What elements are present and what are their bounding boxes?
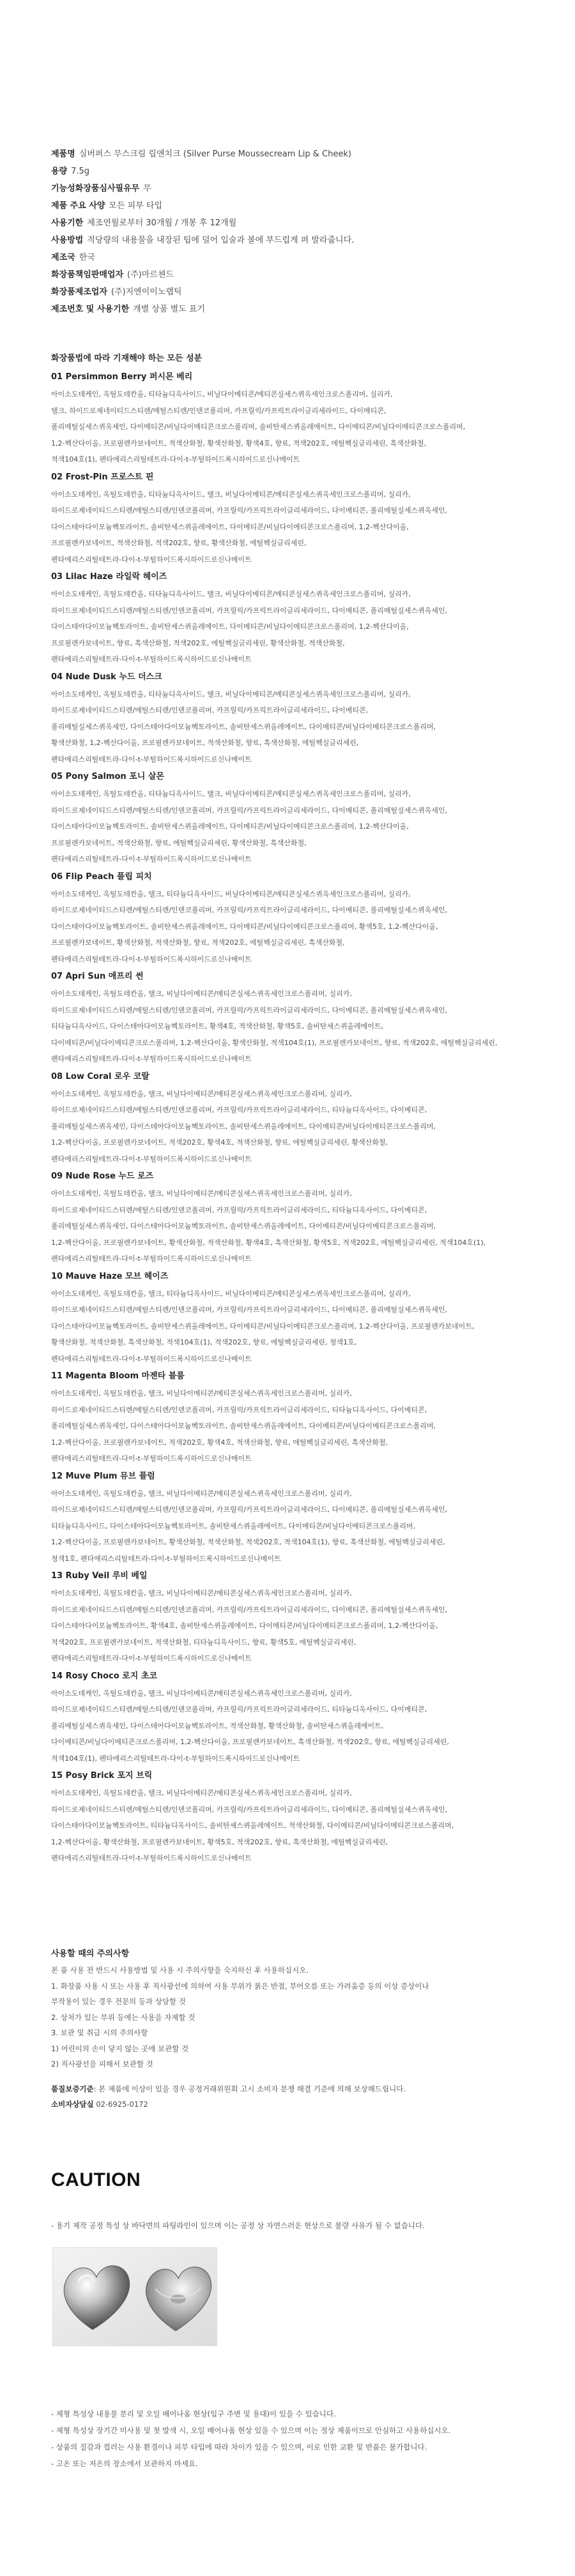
shade-block xyxy=(51,1067,537,1168)
shade-list xyxy=(51,368,537,1867)
info-row-country xyxy=(51,249,537,266)
consumer-phone: 02-6925-0172 xyxy=(96,2100,148,2109)
shade-name: 07 Apri Sun 애프리 썬 xyxy=(51,972,144,981)
ingredient-line: 폴리메틸실세스퀴옥세인, 다이스테아다이모늄헥토라이트, 솔비탄세스퀴올레에이트, 다이메티콘/비닐다이메티콘크로스폴리머, xyxy=(51,722,436,731)
ingredient-line: 아이소도데케인, 옥틸도데칸올, 탤크, 비닐다이메티콘/메티콘실세스퀴옥세인크로스폴리머, 실리카, xyxy=(51,1089,352,1098)
info-row-expiry xyxy=(51,215,537,232)
shade-name: 13 Ruby Veil 루비 베일 xyxy=(51,1571,148,1581)
shade-name: 12 Muve Plum 뮤브 플럼 xyxy=(51,1471,155,1481)
shade-block xyxy=(51,967,537,1067)
caution-line: 2. 상처가 있는 부위 등에는 사용을 자제할 것 xyxy=(51,2012,195,2022)
caution-note: - 제형 특성상 내용물 분리 및 오일 배어나옴 현상(입구 주변 및 용대)이 있을 수 있습니다. xyxy=(51,2409,336,2418)
shade-block xyxy=(51,1766,537,1867)
info-value: 개별 상품 별도 표기 xyxy=(133,305,205,314)
info-value: (주)지엔이이노랩틱 xyxy=(111,287,182,297)
shade-block xyxy=(51,1567,537,1667)
ingredient-line: 아이소도데케인, 옥틸도데칸올, 티타늄디옥사이드, 탤크, 비닐다이메티콘/메티콘실세스퀴옥세인크로스폴리머, 실리카, xyxy=(51,689,411,698)
shade-name: 09 Nude Rose 누드 로즈 xyxy=(51,1171,154,1181)
ingredient-line: 하이드로제네이티드스티렌/메틸스티렌/인덴코폴리머, 카프릴릭/카프릭트라이글리세라이드, 다이메티콘, 폴리메틸실세스퀴옥세인, xyxy=(51,1805,448,1814)
ingredient-line: 다이스테아다이모늄헥토라이트, 황색4호, 솔비탄세스퀴올레에이트, 다이메티콘/비닐다이메티콘크로스폴리머, 1,2-헥산다이올, xyxy=(51,1622,438,1630)
ingredient-line: 다이스테아다이모늄헥토라이트, 솔비탄세스퀴올레에이트, 다이메티콘/비닐다이메티콘크로스폴리머, 1,2-헥산다이올, xyxy=(51,522,409,531)
info-value: 모든 피부 타입 xyxy=(109,201,163,211)
shade-name: 10 Mauve Haze 모브 헤이즈 xyxy=(51,1271,169,1281)
quality-guarantee xyxy=(51,2081,537,2097)
ingredient-line: 하이드로제네이티드스티렌/메틸스티렌/인덴코폴리머, 카프릴릭/카프릭트라이글리세라이드, 다이메티콘, 폴리메틸실세스퀴옥세인, xyxy=(51,1006,448,1014)
heart-compact-image xyxy=(53,2248,217,2346)
ingredient-line: 하이드로제네이티드스티렌/메틸스티렌/인덴코폴리머, 카프릴릭/카프릭트라이글리세라이드, 티타늄디옥사이드, 다이메티콘, xyxy=(51,1705,427,1714)
ingredient-line: 펜타에리스리틸테트라-다이-t-부틸하이드록시하이드로신나메이트 xyxy=(51,1254,252,1263)
caution-line: 3. 보관 및 취급 시의 주의사항 xyxy=(51,2028,148,2037)
caution-note: - 상품의 질감과 컬러는 사용 환경이나 피부 타입에 따라 차이가 있을 수 있으며, 이로 인한 교환 및 반품은 불가합니다. xyxy=(51,2443,427,2452)
ingredient-line: 하이드로제네이티드스티렌/메틸스티렌/인덴코폴리머, 카프릴릭/카프릭트라이글리세라이드, 티타늄디옥사이드, 다이메티콘, xyxy=(51,1106,427,1114)
caution-intro: - 용기 제작 공정 특성 상 바닥면의 파팅라인이 있으며 이는 공정 상 자연스러운 현상으로 불량 사유가 될 수 없습니다. xyxy=(51,2221,425,2230)
ingredient-line: 청색1호, 펜타에리스리틸테트라-다이-t-부틸하이드록시하이드로신나메이트 xyxy=(51,1554,281,1563)
info-value: 한국 xyxy=(79,253,95,262)
ingredient-line: 아이소도데케인, 옥틸도데칸올, 탤크, 비닐다이메티콘/메티콘실세스퀴옥세인크로스폴리머, 실리카, xyxy=(51,1589,352,1597)
ingredient-line: 하이드로제네이티드스티렌/메틸스티렌/인덴코폴리머, 카프릴릭/카프릭트라이글리세라이드, 다이메티콘, 폴리메틸실세스퀴옥세인, xyxy=(51,906,448,914)
shade-block xyxy=(51,368,537,468)
shade-block xyxy=(51,868,537,968)
info-key: 기능성화장품심사필유무 xyxy=(51,184,140,193)
ingredient-line: 펜타에리스리틸테트라-다이-t-부틸하이드록시하이드로신나메이트 xyxy=(51,1055,252,1063)
ingredient-line: 아이소도데케인, 옥틸도데칸올, 티타늄디옥사이드, 비닐다이메티콘/메티콘실세스퀴옥세인크로스폴리머, 실리카, xyxy=(51,390,393,398)
info-key: 사용기한 xyxy=(51,218,84,228)
ingredient-line: 하이드로제네이티드스티렌/메틸스티렌/인덴코폴리머, 카프릴릭/카프릭트라이글리세라이드, 다이메티콘, 폴리메틸실세스퀴옥세인, xyxy=(51,806,448,815)
info-value: 실버퍼스 무스크림 립앤치크 (Silver Purse Moussecream Lip & Cheek) xyxy=(79,149,351,159)
shade-name: 06 Flip Peach 플립 피치 xyxy=(51,871,152,882)
ingredient-line: 1,2-헥산다이올, 프로필렌카보네이트, 황색산화철, 적색산화철, 적색202호, 적색104호(1), 향료, 흑색산화철, 에틸헥실글리세린, xyxy=(51,1538,445,1546)
caution-heading: CAUTION xyxy=(51,2169,141,2190)
ingredient-line: 다이스테아다이모늄헥토라이트, 솔비탄세스퀴올레에이트, 다이메티콘/비닐다이메티콘크로스폴리머, 황색5호, 1,2-헥산다이올, xyxy=(51,922,438,931)
ingredient-line: 하이드로제네이티드스티렌/메틸스티렌/인덴코폴리머, 카프릴릭/카프릭트라이글리세라이드, 다이메티콘, 폴리메틸실세스퀴옥세인, xyxy=(51,1605,448,1614)
ingredient-line: 프로필렌카보네이트, 향료, 흑색산화철, 적색202호, 에틸헥실글리세린, 황색산화철, 적색산화철, xyxy=(51,638,345,647)
caution-note: - 고온 또는 저온의 장소에서 보관하지 마세요. xyxy=(51,2459,198,2468)
shade-name: 11 Magenta Bloom 마젠타 블룸 xyxy=(51,1371,185,1381)
info-value: (주)마르첸드 xyxy=(127,270,174,280)
ingredient-line: 프로필렌카보네이트, 적색산화철, 적색202호, 향료, 황색산화철, 에틸헥실글리세린, xyxy=(51,539,307,547)
info-row-name xyxy=(51,146,537,163)
ingredient-line: 1,2-헥산다이올, 프로필렌카보네이트, 황색산화철, 적색산화철, 황색4호, 흑색산화철, 황색5호, 적색202호, 에틸헥실글리세린, 적색104호(1), xyxy=(51,1238,486,1247)
info-key: 용량 xyxy=(51,167,68,176)
ingredient-line: 1,2-헥산다이올, 황색산화철, 프로필렌카보네이트, 황색5호, 적색202호, 향료, 흑색산화철, 에틸헥실글리세린, xyxy=(51,1837,388,1846)
ingredient-line: 펜타에리스리틸테트라-다이-t-부틸하이드록시하이드로신나메이트 xyxy=(51,954,252,963)
info-value: 제조연월로부터 30개월 / 개봉 후 12개월 xyxy=(87,218,237,228)
shade-name: 02 Frost-Pin 프로스트 핀 xyxy=(51,472,154,482)
ingredient-line: 펜타에리스리틸테트라-다이-t-부틸하이드록시하이드로신나메이트 xyxy=(51,1154,252,1163)
info-row-seller xyxy=(51,266,537,283)
info-key: 제조번호 및 사용기한 xyxy=(51,305,130,314)
ingredient-line: 폴리메틸실세스퀴옥세인, 다이스테아다이모늄헥토라이트, 솔비탄세스퀴올레에이트, 다이메티콘/비닐다이메티콘크로스폴리머, xyxy=(51,1122,436,1131)
ingredient-line: 티타늄디옥사이드, 다이스테아다이모늄헥토라이트, 황색4호, 적색산화철, 황색5호, 솔비탄세스퀴올레에이트, xyxy=(51,1022,383,1030)
ingredient-line: 1,2-헥산다이올, 프로필렌카보네이트, 적색202호, 황색4호, 적색산화철, 향료, 에틸헥실글리세린, 흑색산화철, xyxy=(51,1438,388,1447)
ingredient-line: 다이스테아다이모늄헥토라이트, 솔비탄세스퀴올레에이트, 다이메티콘/비닐다이메티콘크로스폴리머, 1,2-헥산다이올, 프로필렌카보네이트, xyxy=(51,1322,475,1330)
info-row-volume xyxy=(51,163,537,180)
ingredient-line: 탤크, 하이드로제네이티드스티렌/메틸스티렌/인덴코폴리머, 카프릴릭/카프릭트라이글리세라이드, 다이메티콘, xyxy=(51,406,387,415)
info-row-lot xyxy=(51,301,537,318)
ingredient-line: 하이드로제네이티드스티렌/메틸스티렌/인덴코폴리머, 카프릴릭/카프릭트라이글리세라이드, 다이메티콘, 폴리메틸실세스퀴옥세인, xyxy=(51,1505,448,1514)
ingredient-line: 아이소도데케인, 옥틸도데칸올, 탤크, 비닐다이메티콘/메티콘실세스퀴옥세인크로스폴리머, 실리카, xyxy=(51,1489,352,1498)
usage-cautions-section xyxy=(51,1946,537,2113)
info-row-functional xyxy=(51,180,537,197)
shade-block xyxy=(51,767,537,868)
ingredient-line: 하이드로제네이티드스티렌/메틸스티렌/인덴코폴리머, 카프릴릭/카프릭트라이글리세라이드, 다이메티콘, 폴리메틸실세스퀴옥세인, xyxy=(51,506,448,515)
ingredient-line: 펜타에리스리틸테트라-다이-t-부틸하이드록시하이드로신나메이트 xyxy=(51,1454,252,1463)
shade-block xyxy=(51,1267,537,1367)
shade-name: 03 Lilac Haze 라일락 헤이즈 xyxy=(51,572,167,582)
ingredient-line: 다이메티콘/비닐다이메티콘크로스폴리머, 1,2-헥산다이올, 황색산화철, 적색104호(1), 프로필렌카보네이트, 향료, 적색202호, 에틸헥실글리세린, xyxy=(51,1038,498,1047)
shade-name: 08 Low Coral 로우 코랄 xyxy=(51,1071,150,1081)
info-key: 화장품제조업자 xyxy=(51,287,107,297)
ingredient-line: 1,2-헥산다이올, 프로필렌카보네이트, 적색202호, 황색4호, 적색산화철, 향료, 에틸헥실글리세린, 황색산화철, xyxy=(51,1138,388,1147)
ingredient-line: 황색산화철, 적색산화철, 흑색산화철, 적색104호(1), 적색202호, 향료, 에틸헥실글리세린, 청색1호, xyxy=(51,1338,357,1346)
info-key: 제품 주요 사양 xyxy=(51,201,105,211)
shade-block xyxy=(51,1667,537,1767)
caution-line: 본 품 사용 전 반드시 사용방법 및 사용 시 주의사항을 숙지하신 후 사용하십시오. xyxy=(51,1966,309,1975)
ingredient-line: 폴리메틸실세스퀴옥세인, 다이스테아다이모늄헥토라이트, 솔비탄세스퀴올레에이트, 다이메티콘/비닐다이메티콘크로스폴리머, xyxy=(51,1222,436,1230)
caution-notes xyxy=(51,2406,537,2472)
ingredient-line: 아이소도데케인, 옥틸도데칸올, 탤크, 비닐다이메티콘/메티콘실세스퀴옥세인크로스폴리머, 실리카, xyxy=(51,990,352,998)
info-key: 화장품책임판매업자 xyxy=(51,270,124,280)
shade-name: 15 Posy Brick 포지 브릭 xyxy=(51,1771,153,1781)
ingredient-line: 다이스테아다이모늄헥토라이트, 솔비탄세스퀴올레에이트, 다이메티콘/비닐다이메티콘크로스폴리머, 1,2-헥산다이올, xyxy=(51,622,409,631)
ingredient-line: 다이메티콘/비닐다이메티콘크로스폴리머, 1,2-헥산다이올, 프로필렌카보네이트, 흑색산화철, 적색202호, 향료, 에틸헥실글리세린, xyxy=(51,1738,449,1746)
shade-block xyxy=(51,1467,537,1567)
quality-key: 품질보증기준 xyxy=(51,2084,94,2093)
caution-line: 1. 화장품 사용 시 또는 사용 후 직사광선에 의하여 사용 부위가 붉은 반점, 부어오름 또는 가려움증 등의 이상 증상이나 xyxy=(51,1981,429,1991)
ingredient-line: 펜타에리스리틸테트라-다이-t-부틸하이드록시하이드로신나메이트 xyxy=(51,655,252,663)
info-row-spec xyxy=(51,197,537,215)
ingredient-line: 펜타에리스리틸테트라-다이-t-부틸하이드록시하이드로신나메이트 xyxy=(51,855,252,863)
shade-block xyxy=(51,1367,537,1467)
ingredient-line: 펜타에리스리틸테트라-다이-t-부틸하이드록시하이드로신나메이트 xyxy=(51,1654,252,1662)
ingredient-line: 아이소도데케인, 옥틸도데칸올, 탤크, 비닐다이메티콘/메티콘실세스퀴옥세인크로스폴리머, 실리카, xyxy=(51,1189,352,1198)
ingredient-line: 폴리메틸실세스퀴옥세인, 다이스테아다이모늄헥토라이트, 솔비탄세스퀴올레에이트, 다이메티콘/비닐다이메티콘크로스폴리머, xyxy=(51,1422,436,1430)
caution-line: 1) 어린이의 손이 닿지 않는 곳에 보관할 것 xyxy=(51,2044,189,2053)
ingredient-line: 아이소도데케인, 옥틸도데칸올, 탤크, 비닐다이메티콘/메티콘실세스퀴옥세인크로스폴리머, 실리카, xyxy=(51,1689,352,1698)
info-value: 7.5g xyxy=(71,167,90,176)
consumer-contact xyxy=(51,2097,537,2113)
usage-cautions-title: 사용할 때의 주의사항 xyxy=(51,1949,130,1959)
info-row-manufacturer xyxy=(51,283,537,301)
shade-name: 01 Persimmon Berry 퍼시몬 베리 xyxy=(51,372,193,382)
info-row-usage xyxy=(51,232,537,249)
ingredient-line: 아이소도데케인, 옥틸도데칸올, 티타늄디옥사이드, 탤크, 비닐다이메티콘/메티콘실세스퀴옥세인크로스폴리머, 실리카, xyxy=(51,490,411,499)
quality-text: : 본 제품에 이상이 있을 경우 공정거래위원회 고시 소비자 분쟁 해결 기준에 의해 보상해드립니다. xyxy=(93,2084,406,2093)
ingredient-line: 다이스테아다이모늄헥토라이트, 솔비탄세스퀴올레에이트, 다이메티콘/비닐다이메티콘크로스폴리머, 1,2-헥산다이올, xyxy=(51,822,409,831)
ingredients-title: 화장품법에 따라 기재해야 하는 모든 성분 xyxy=(51,354,203,363)
ingredient-line: 티타늄디옥사이드, 다이스테아다이모늄헥토라이트, 솔비탄세스퀴올레에이트, 다이메티콘/비닐다이메티콘크로스폴리머, xyxy=(51,1521,416,1530)
shade-block xyxy=(51,668,537,768)
shade-block xyxy=(51,468,537,568)
caution-note: - 제형 특성상 장기간 미사용 및 첫 발색 시, 오일 배어나옴 현상 있을 수 있으며 이는 정상 제품이므로 안심하고 사용하십시오. xyxy=(51,2426,451,2435)
ingredient-line: 하이드로제네이티드스티렌/메틸스티렌/인덴코폴리머, 카프릴릭/카프릭트라이글리세라이드, 티타늄디옥사이드, 다이메티콘, xyxy=(51,1205,427,1214)
ingredient-line: 아이소도데케인, 옥틸도데칸올, 탤크, 티타늄디옥사이드, 비닐다이메티콘/메티콘실세스퀴옥세인크로스폴리머, 실리카, xyxy=(51,889,411,898)
ingredient-line: 적색104호(1), 펜타에리스리틸테트라-다이-t-부틸하이드록시하이드로신나메이트 xyxy=(51,455,300,463)
ingredient-line: 펜타에리스리틸테트라-다이-t-부틸하이드록시하이드로신나메이트 xyxy=(51,1354,252,1363)
ingredient-line: 하이드로제네이티드스티렌/메틸스티렌/인덴코폴리머, 카프릴릭/카프릭트라이글리세라이드, 다이메티콘, 폴리메틸실세스퀴옥세인, xyxy=(51,606,448,615)
ingredient-line: 펜타에리스리틸테트라-다이-t-부틸하이드록시하이드로신나메이트 xyxy=(51,755,252,764)
info-value: 무 xyxy=(143,184,151,193)
ingredient-line: 적색202호, 프로필렌카보네이트, 적색산화철, 티타늄디옥사이드, 향료, 황색5호, 에틸헥실글리세린, xyxy=(51,1638,356,1646)
caution-line: 2) 직사광선을 피해서 보관할 것 xyxy=(51,2060,153,2068)
ingredient-line: 프로필렌카보네이트, 황색산화철, 적색산화철, 향료, 적색202호, 에틸헥실글리세린, 흑색산화철, xyxy=(51,938,345,947)
info-key: 사용방법 xyxy=(51,236,84,245)
ingredient-line: 폴리메틸실세스퀴옥세인, 다이스테아다이모늄헥토라이트, 적색산화철, 황색산화철, 솔비탄세스퀴올레에이트, xyxy=(51,1721,384,1730)
shade-block xyxy=(51,568,537,668)
ingredient-line: 황색산화철, 1,2-헥산다이올, 프로필렌카보네이트, 적색산화철, 향료, 흑색산화철, 에틸헥실글리세린, xyxy=(51,739,359,747)
info-key: 제품명 xyxy=(51,149,75,159)
ingredient-line: 폴리메틸실세스퀴옥세인, 다이메티콘/비닐다이메티콘크로스폴리머, 솔비탄세스퀴올레에이트, 다이메티콘/비닐다이메티콘크로스폴리머, xyxy=(51,423,466,431)
ingredient-line: 아이소도데케인, 옥틸도데칸올, 탤크, 비닐다이메티콘/메티콘실세스퀴옥세인크로스폴리머, 실리카, xyxy=(51,1389,352,1397)
ingredient-line: 아이소도데케인, 옥틸도데칸올, 탤크, 비닐다이메티콘/메티콘실세스퀴옥세인크로스폴리머, 실리카, xyxy=(51,1789,352,1797)
info-value: 적당량의 내용물을 내장된 팁에 덜어 입술과 볼에 부드럽게 펴 발라줍니다. xyxy=(87,236,355,245)
ingredient-line: 아이소도데케인, 옥틸도데칸올, 티타늄디옥사이드, 탤크, 비닐다이메티콘/메티콘실세스퀴옥세인크로스폴리머, 실리카, xyxy=(51,590,411,598)
ingredient-line: 펜타에리스리틸테트라-다이-t-부틸하이드록시하이드로신나메이트 xyxy=(51,1854,252,1862)
shade-name: 04 Nude Dusk 누드 더스크 xyxy=(51,672,162,682)
ingredient-line: 프로필렌카보네이트, 적색산화철, 향료, 에틸헥실글리세린, 황색산화철, 흑색산화철, xyxy=(51,838,307,847)
product-bottom-photo xyxy=(52,2247,217,2346)
caution-line: 부작용이 있는 경우 전문의 등과 상담할 것 xyxy=(51,1997,186,2006)
ingredient-line: 다이스테아다이모늄헥토라이트, 티타늄디옥사이드, 솔비탄세스퀴올레에이트, 적색산화철, 다이메티콘/비닐다이메티콘크로스폴리머, xyxy=(51,1821,454,1830)
product-info-section xyxy=(51,146,537,318)
ingredient-line: 하이드로제네이티드스티렌/메틸스티렌/인덴코폴리머, 카프릴릭/카프릭트라이글리세라이드, 티타늄디옥사이드, 다이메티콘, xyxy=(51,1405,427,1414)
shade-name: 14 Rosy Choco 로지 초코 xyxy=(51,1671,157,1681)
ingredients-section xyxy=(51,350,537,1867)
shade-name: 05 Pony Salmon 포니 살몬 xyxy=(51,772,164,781)
ingredient-line: 적색104호(1), 펜타에리스리틸테트라-다이-t-부틸하이드록시하이드로신나메이트 xyxy=(51,1754,300,1763)
ingredient-line: 하이드로제네이티드스티렌/메틸스티렌/인덴코폴리머, 카프릴릭/카프릭트라이글리세라이드, 다이메티콘, 폴리메틸실세스퀴옥세인, xyxy=(51,1306,448,1314)
ingredient-line: 아이소도데케인, 옥틸도데칸올, 티타늄디옥사이드, 탤크, 비닐다이메티콘/메티콘실세스퀴옥세인크로스폴리머, 실리카, xyxy=(51,790,411,798)
ingredient-line: 하이드로제네이티드스티렌/메틸스티렌/인덴코폴리머, 카프릴릭/카프릭트라이글리세라이드, 다이메티콘, xyxy=(51,706,369,714)
consumer-key: 소비자상담실 xyxy=(51,2100,94,2109)
ingredient-line: 아이소도데케인, 옥틸도데칸올, 탤크, 티타늄디옥사이드, 비닐다이메티콘/메티콘실세스퀴옥세인크로스폴리머, 실리카, xyxy=(51,1289,411,1298)
shade-block xyxy=(51,1167,537,1267)
ingredient-line: 펜타에리스리틸테트라-다이-t-부틸하이드록시하이드로신나메이트 xyxy=(51,555,252,564)
info-key: 제조국 xyxy=(51,253,75,262)
ingredient-line: 1,2-헥산다이올, 프로필렌카보네이트, 적색산화철, 황색산화철, 황색4호, 향료, 적색202호, 에틸헥실글리세린, 흑색산화철, xyxy=(51,439,427,448)
